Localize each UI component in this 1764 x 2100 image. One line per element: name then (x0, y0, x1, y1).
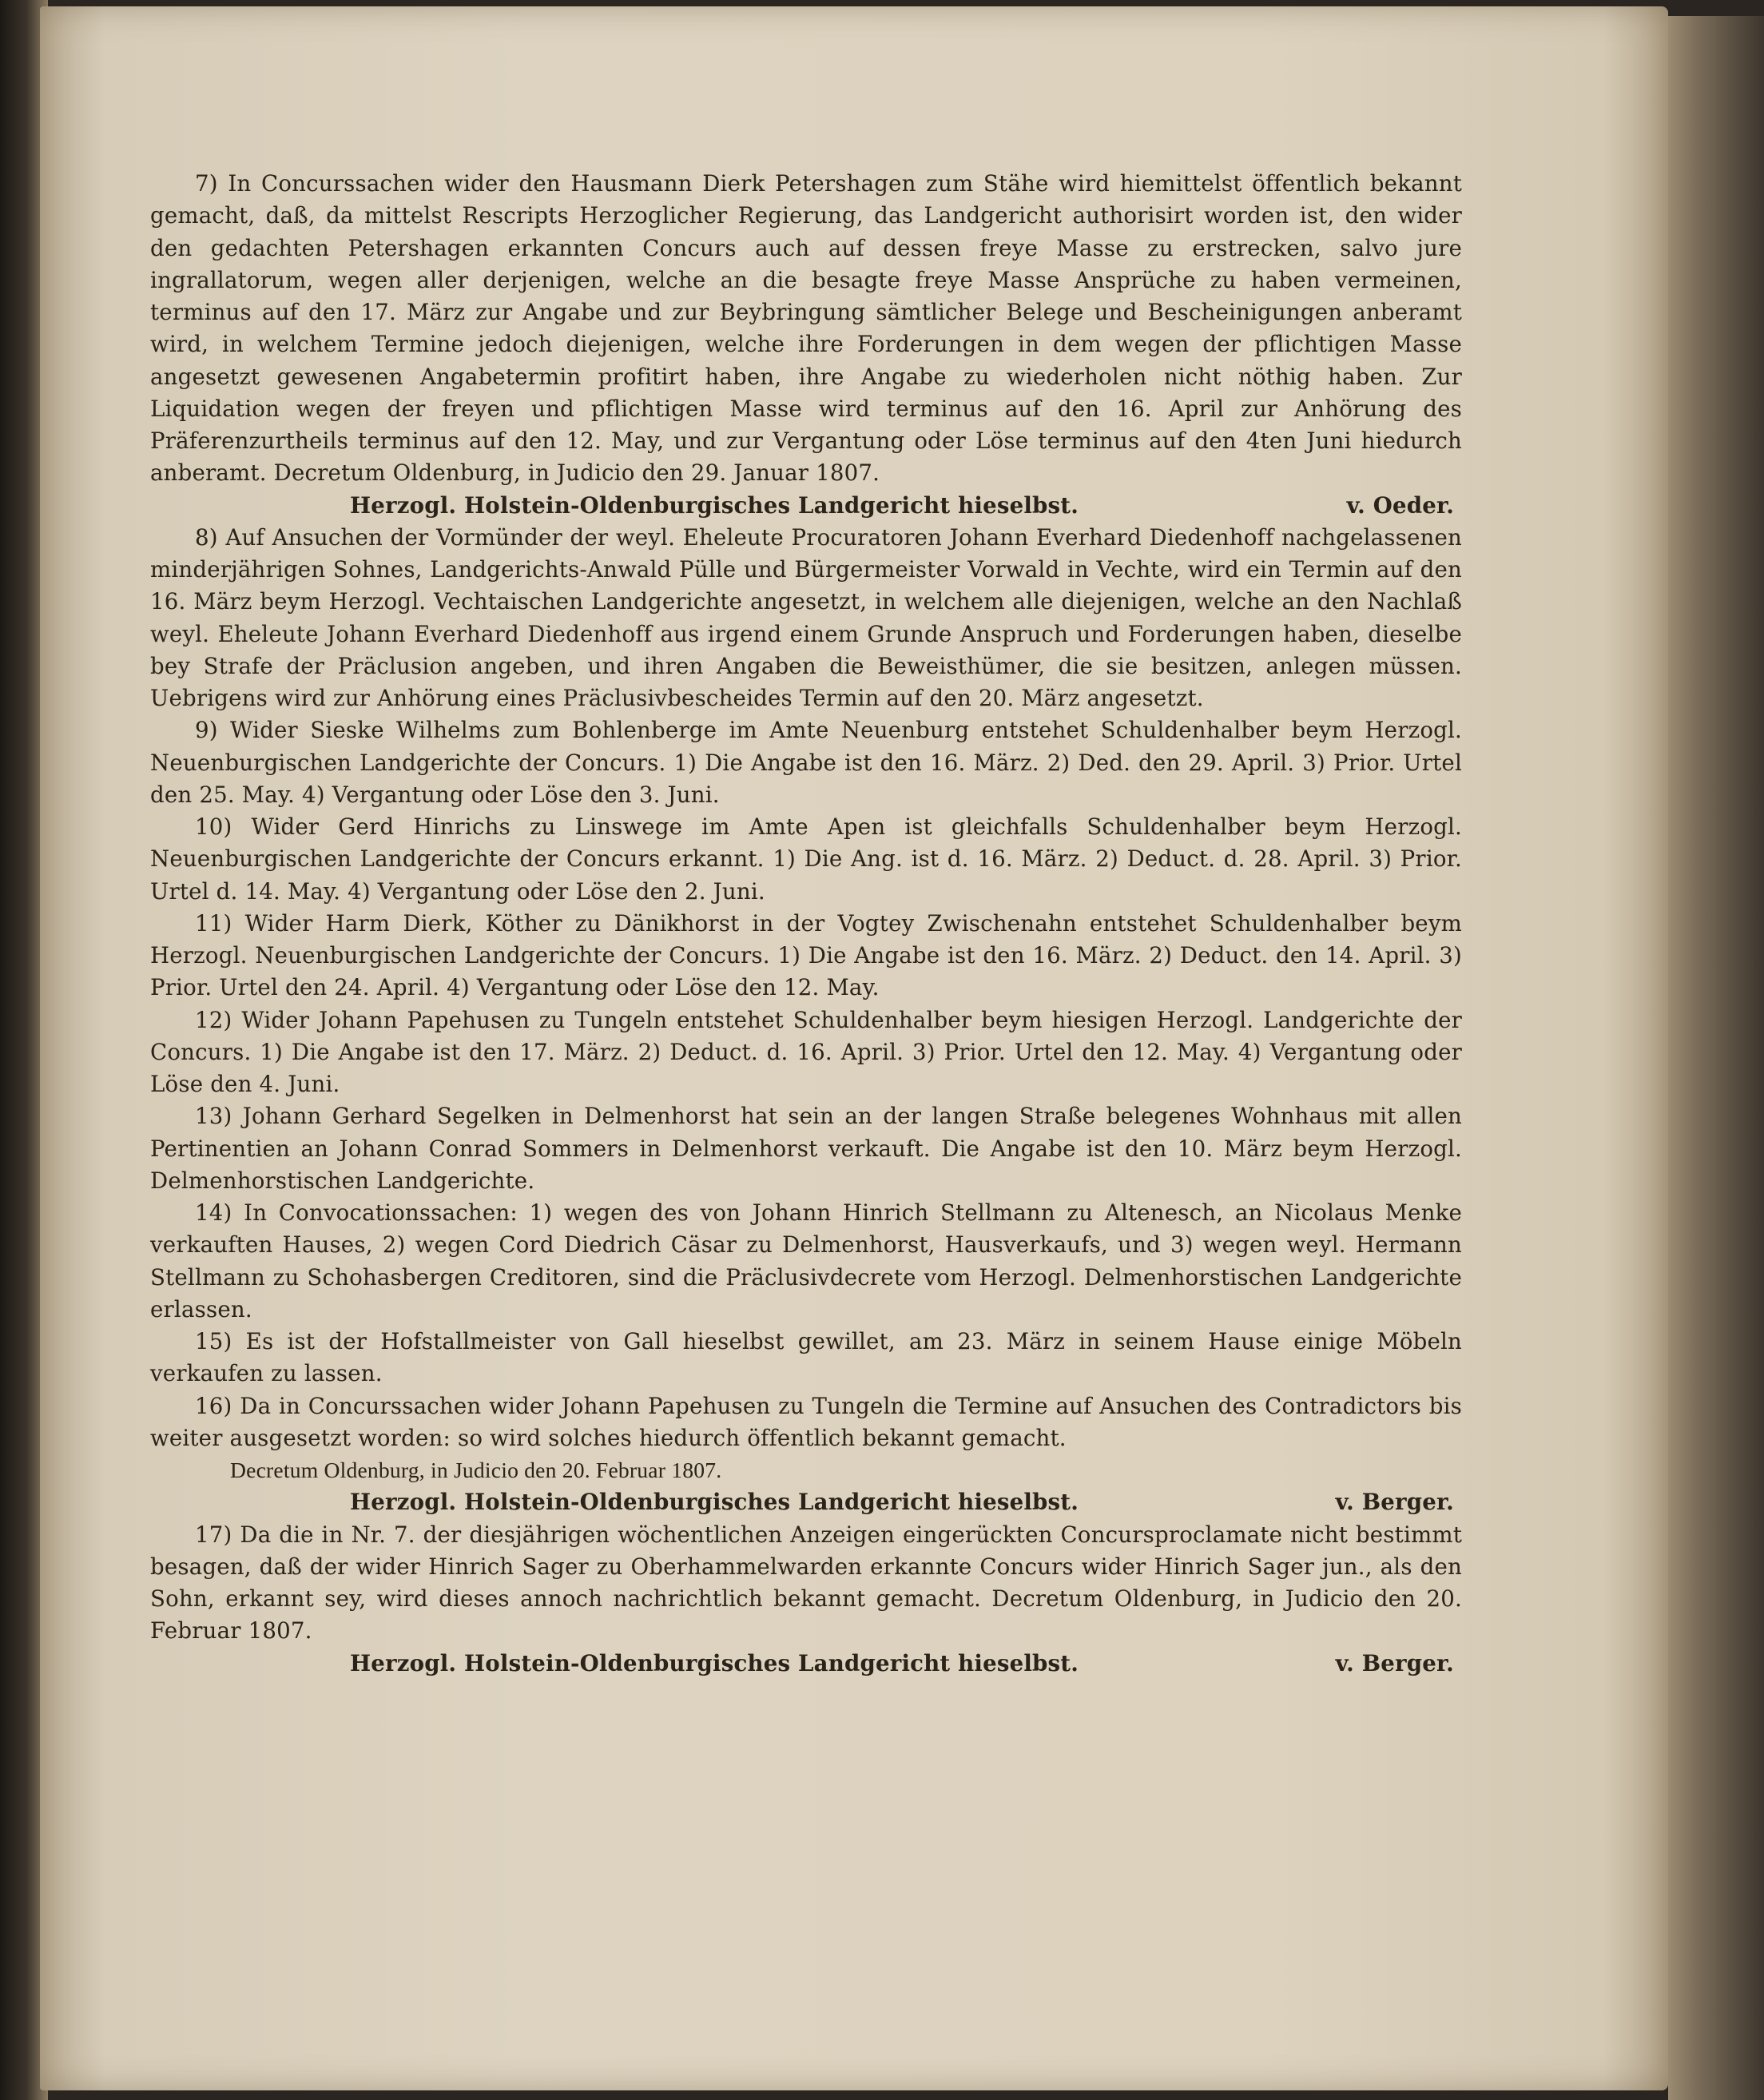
paragraph-17: 17) Da die in Nr. 7. der diesjährigen wöchentlichen Anzeigen eingerückten Concursproclamate nicht bestimmt besagen, daß der wider Hinrich Sager zu Oberhammelwarden erkannte Concurs wider Hinrich Sager jun., als den Sohn, erkannt sey, wird dieses annoch nachrichtlich bekannt gemacht. Decretum Oldenburg, in Judicio den 20. Februar 1807. (150, 1521, 1462, 1645)
signature-1 (150, 490, 1462, 522)
paragraph-13: 13) Johann Gerhard Segelken in Delmenhorst hat sein an der langen Straße belegenes Wohnhaus mit allen Pertinentien an Johann Conrad Sommers in Delmenhorst verkauft. Die Angabe ist den 10. März beym Herzogl. Delmenhorstischen Landgerichte. (150, 1103, 1462, 1194)
paragraph-10: 10) Wider Gerd Hinrichs zu Linswege im Amte Apen ist gleichfalls Schuldenhalber beym Herzogl. Neuenburgischen Landgerichte der Concurs erkannt. 1) Die Ang. ist d. 16. März. 2) Deduct. d. 28. April. 3) Prior. Urtel d. 14. May. 4) Vergantung oder Löse den 2. Juni. (150, 813, 1462, 905)
paragraph-7: 7) In Concurssachen wider den Hausmann Dierk Petershagen zum Stähe wird hiemittelst öffentlich bekannt gemacht, daß, da mittelst Rescripts Herzoglicher Regierung, das Landgericht authorisirt worden ist, den wider den gedachten Petershagen erkannten Concurs auch auf dessen freye Masse zu erstrecken, salvo jure ingrallatorum, wegen aller derjenigen, welche an die besagte freye Masse Ansprüche zu haben vermeinen, terminus auf den 17. März zur Angabe und zur Beybringung sämtlicher Belege und Bescheinigungen anberamt wird, in welchem Termine jedoch diejenigen, welche ihre Forderungen in dem wegen der pflichtigen Masse angesetzt gewesenen Angabetermin profitirt haben, ihre Angabe zu wiederholen nicht nöthig haben. Zur Liquidation wegen der freyen und pflichtigen Masse wird terminus auf den 16. April zur Anhörung des Präferenzurtheils terminus auf den 12. May, und zur Vergantung oder Löse terminus auf den 4ten Juni hiedurch anberamt. Decretum Oldenburg, in Judicio den 29. Januar 1807. (150, 170, 1462, 487)
court-name: Herzogl. Holstein-Oldenburgisches Landgericht hieselbst. (350, 1489, 1079, 1516)
page-edge (1668, 16, 1764, 2100)
paragraph-12: 12) Wider Johann Papehusen zu Tungeln entstehet Schuldenhalber beym hiesigen Herzogl. Landgerichte der Concurs. 1) Die Angabe ist den 17. März. 2) Deduct. d. 16. April. 3) Prior. Urtel den 12. May. 4) Vergantung oder Löse den 4. Juni. (150, 1006, 1462, 1097)
judge-name: v. Oeder. (1346, 491, 1454, 519)
paragraph-9: 9) Wider Sieske Wilhelms zum Bohlenberge im Amte Neuenburg entstehet Schuldenhalber beym Herzogl. Neuenburgischen Landgerichte der Concurs. 1) Die Angabe ist den 16. März. 2) Ded. den 29. April. 3) Prior. Urtel den 25. May. 4) Vergantung oder Löse den 3. Juni. (150, 717, 1462, 808)
judge-name: v. Berger. (1335, 1649, 1454, 1676)
signature-3 (150, 1648, 1462, 1680)
paragraph-8: 8) Auf Ansuchen der Vormünder der weyl. Eheleute Procuratoren Johann Everhard Diedenhoff nachgelassenen minderjährigen Sohnes, Landgerichts-Anwald Pülle und Bürgermeister Vorwald in Vechte, wird ein Termin auf den 16. März beym Herzogl. Vechtaischen Landgerichte angesetzt, in welchem alle diejenigen, welche an den Nachlaß weyl. Eheleute Johann Everhard Diedenhoff aus irgend einem Grunde Anspruch und Forderungen haben, dieselbe bey Strafe der Präclusion angeben, und ihren Angaben die Beweisthümer, die sie besitzen, anlegen müssen. Uebrigens wird zur Anhörung eines Präclusivbescheides Termin auf den 20. März angesetzt. (150, 523, 1462, 711)
paragraph-11: 11) Wider Harm Dierk, Köther zu Dänikhorst in der Vogtey Zwischenahn entstehet Schuldenhalber beym Herzogl. Neuenburgischen Landgerichte der Concurs. 1) Die Angabe ist den 16. März. 2) Deduct. den 14. April. 3) Prior. Urtel den 24. April. 4) Vergantung oder Löse den 12. May. (150, 909, 1462, 1001)
decree-line: Decretum Oldenburg, in Judicio den 20. Februar 1807. (230, 1458, 722, 1482)
paragraph-16: 16) Da in Concurssachen wider Johann Papehusen zu Tungeln die Termine auf Ansuchen des Contradictors bis weiter ausgesetzt worden: so wird solches hiedurch öffentlich bekannt gemacht. (150, 1392, 1462, 1451)
judge-name: v. Berger. (1335, 1489, 1454, 1516)
signature-2 (150, 1486, 1462, 1518)
paragraph-15: 15) Es ist der Hofstallmeister von Gall hieselbst gewillet, am 23. März in seinem Hause einige Möbeln verkaufen zu lassen. (150, 1328, 1462, 1387)
article-text (150, 168, 1462, 1680)
court-name: Herzogl. Holstein-Oldenburgisches Landgericht hieselbst. (350, 1649, 1079, 1676)
court-name: Herzogl. Holstein-Oldenburgisches Landgericht hieselbst. (350, 491, 1079, 519)
paragraph-14: 14) In Convocationssachen: 1) wegen des von Johann Hinrich Stellmann zu Altenesch, an Nicolaus Menke verkauften Hauses, 2) wegen Cord Diedrich Cäsar zu Delmenhorst, Hausverkaufs, und 3) wegen weyl. Hermann Stellmann zu Schohasbergen Creditoren, sind die Präclusivdecrete vom Herzogl. Delmenhorstischen Landgerichte erlassen. (150, 1199, 1462, 1322)
